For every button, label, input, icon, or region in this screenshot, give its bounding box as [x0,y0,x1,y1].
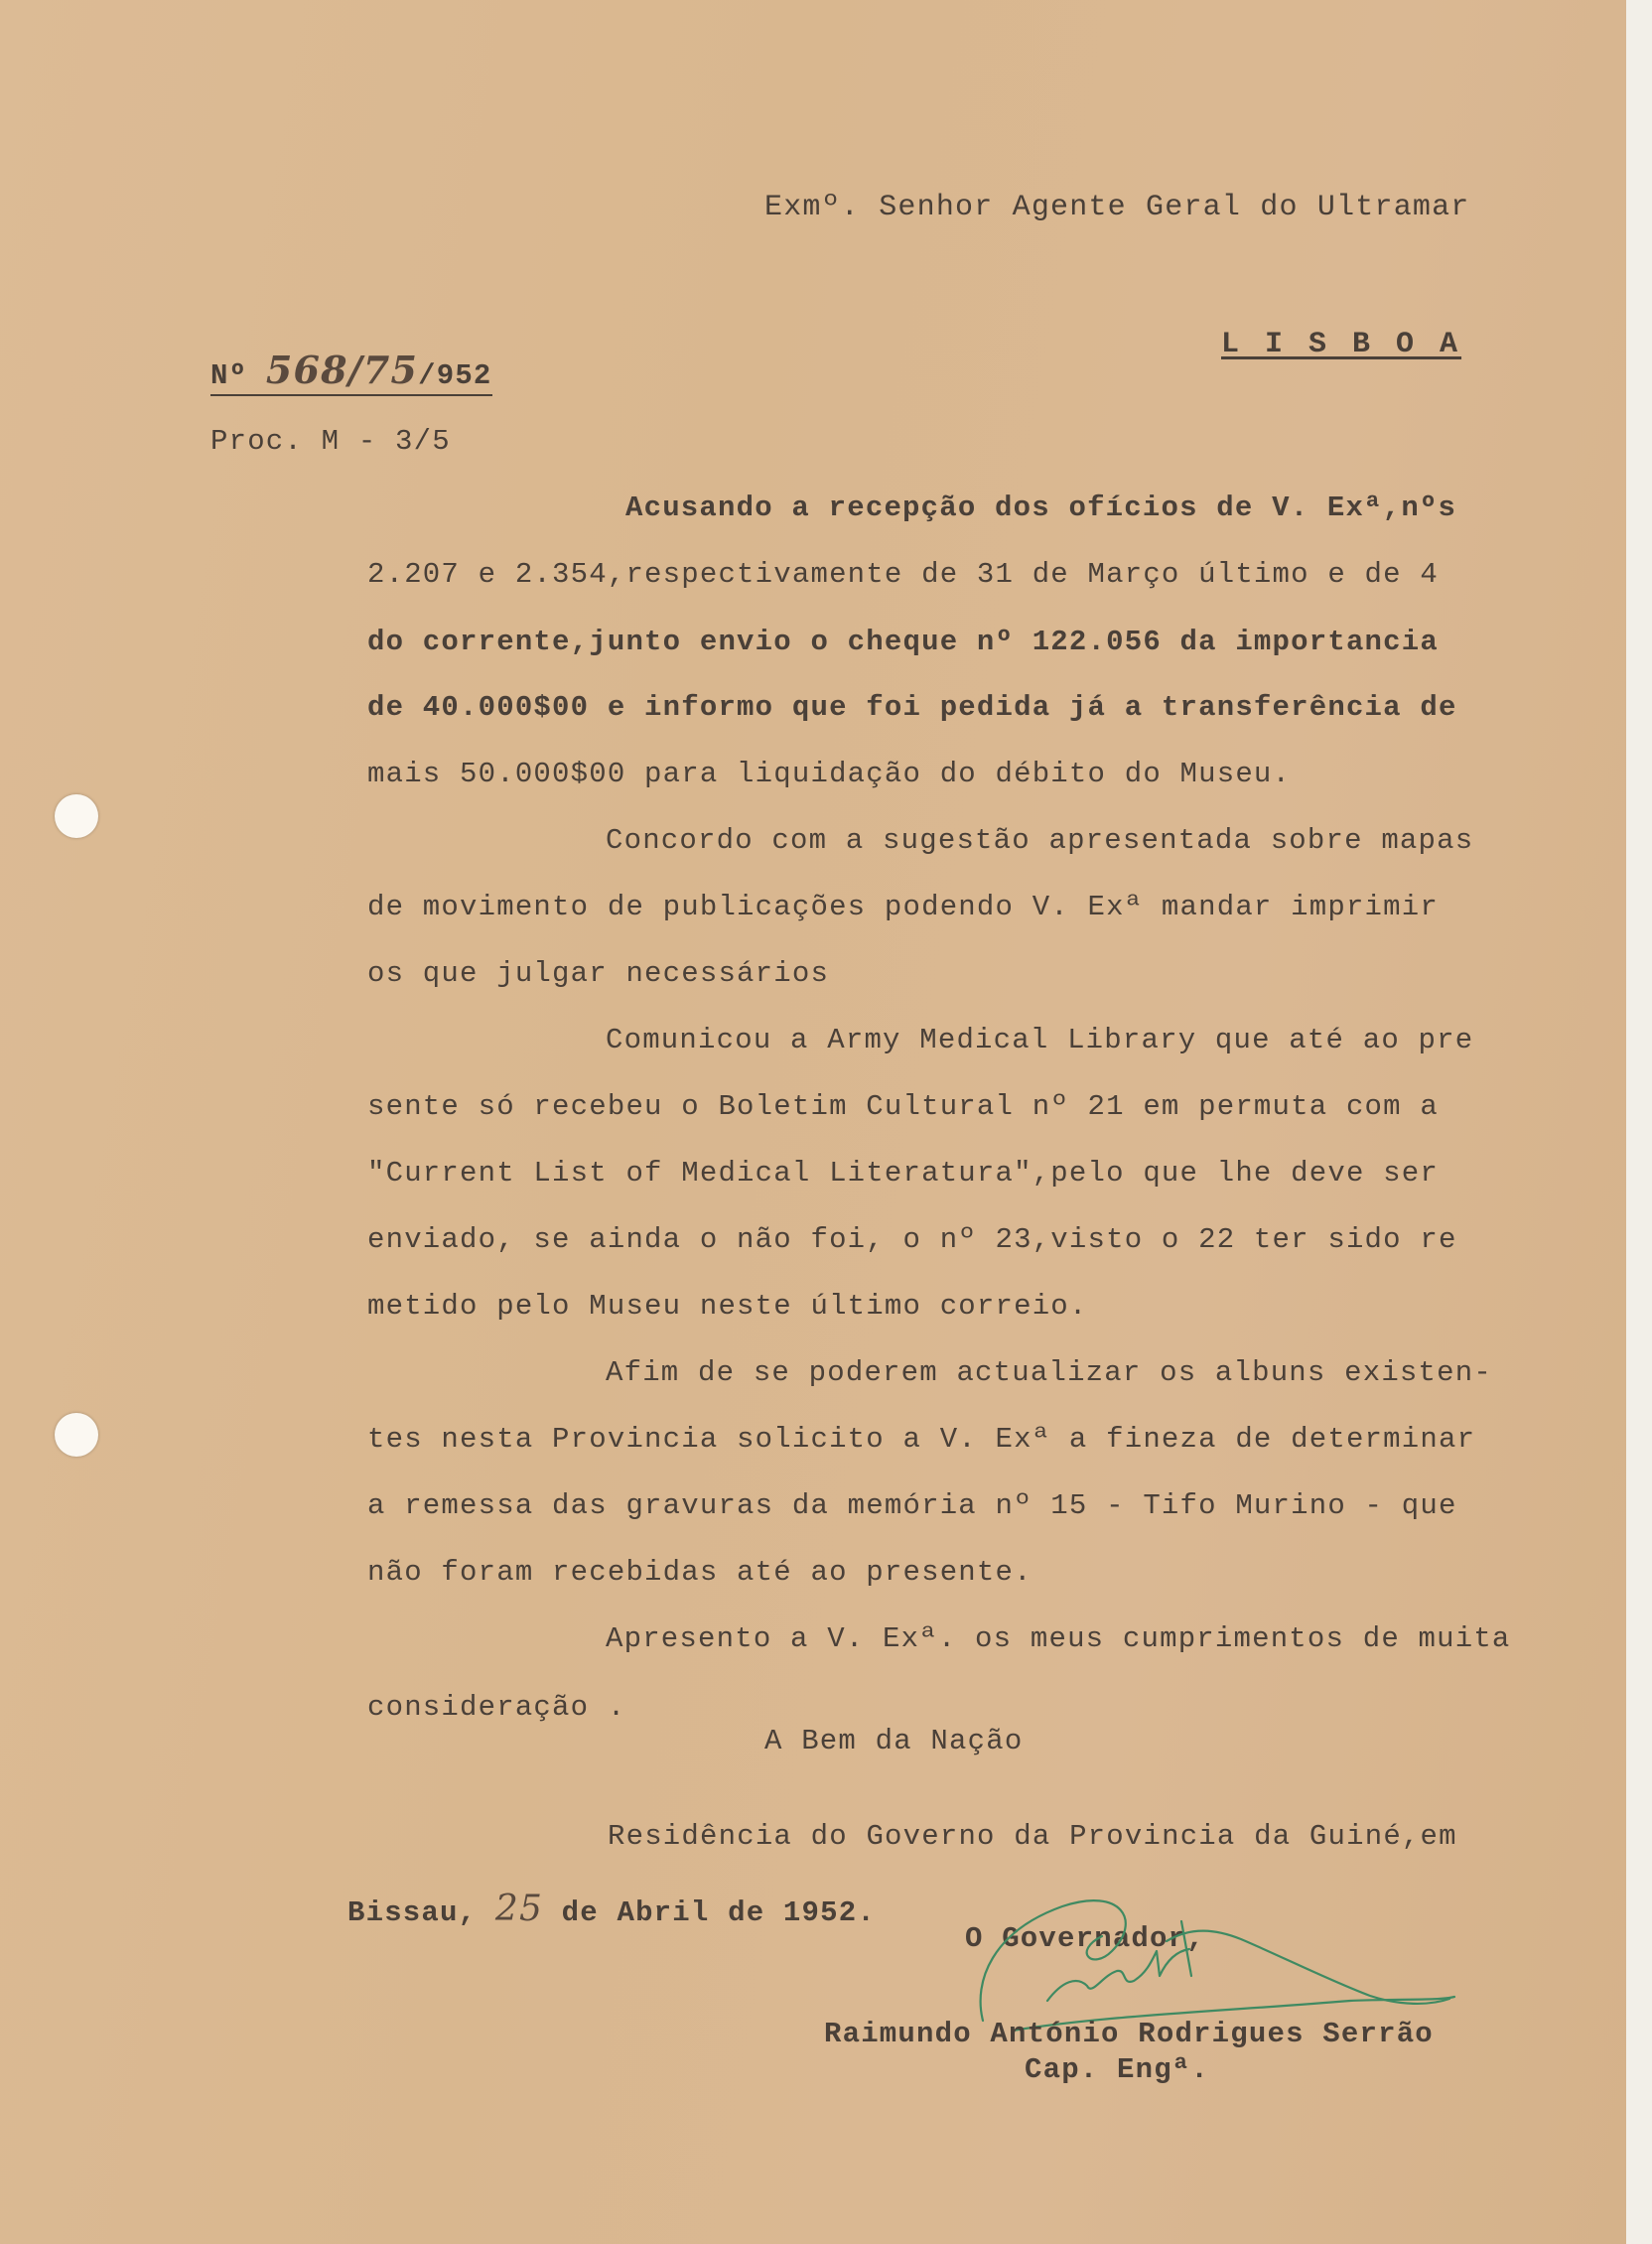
p3-line-1: Comunicou a Army Medical Library que até ao pre [606,1024,1474,1056]
date-suffix: de Abril de 1952. [561,1896,876,1929]
reference-handwritten: 568/75 [265,348,419,392]
reference-year: /952 [418,359,492,392]
p2-line-3: os que julgar necessários [367,957,830,990]
punch-hole-bottom [55,1413,98,1457]
p4-line-1: Afim de se poderem actualizar os albuns existen- [606,1356,1492,1389]
p3-line-5: metido pelo Museu neste último correio. [367,1290,1088,1323]
date-day-handwritten: 25 [494,1889,544,1929]
p4-line-4: não foram recebidas até ao presente. [367,1556,1032,1589]
signer-rank: Cap. Engª. [1025,2053,1210,2086]
p4-line-3: a remessa das gravuras da memória nº 15 - Tifo Murino - que [367,1489,1457,1522]
p1-line-1: Acusando a recepção dos ofícios de V. Exª,nºs [625,491,1457,524]
proc-reference: Proc. M - 3/5 [210,425,451,458]
p5-line-2: consideração . [367,1691,626,1724]
p3-line-3: "Current List of Medical Literatura",pelo que lhe deve ser [367,1157,1439,1190]
reference-prefix: Nº [210,359,248,392]
p1-line-4: de 40.000$00 e informo que foi pedida já a transferência de [367,691,1457,724]
p3-line-4: enviado, se ainda o não foi, o nº 23,visto o 22 ter sido re [367,1223,1457,1256]
recipient-city: L I S B O A [1221,328,1462,361]
p2-line-2: de movimento de publicações podendo V. Exª mandar imprimir [367,891,1439,923]
p1-line-5: mais 50.000$00 para liquidação do débito do Museu. [367,758,1292,790]
signer-name: Raimundo António Rodrigues Serrão [824,2018,1434,2050]
recipient-title: Exmº. Senhor Agente Geral do Ultramar [764,191,1470,224]
p2-line-1: Concordo com a sugestão apresentada sobre mapas [606,824,1474,857]
punch-hole-top [55,794,98,838]
p1-line-3: do corrente,junto envio o cheque nº 122.056 da importancia [367,626,1439,658]
p4-line-2: tes nesta Provincia solicito a V. Exª a fineza de determinar [367,1423,1476,1456]
p3-line-2: sente só recebeu o Boletim Cultural nº 21 em permuta com a [367,1090,1439,1123]
closing-formula: A Bem da Nação [764,1725,1024,1757]
p1-line-2: 2.207 e 2.354,respectivamente de 31 de Março último e de 4 [367,558,1439,591]
date-prefix: Bissau, [347,1896,478,1929]
signer-title: O Governador, [965,1922,1205,1955]
p5-line-1: Apresento a V. Exª. os meus cumprimentos de muita [606,1622,1511,1655]
paper-edge [1626,0,1652,2244]
residence-line: Residência do Governo da Provincia da Guiné,em [608,1820,1457,1853]
reference-number [210,348,492,396]
date-line [347,1889,876,1929]
